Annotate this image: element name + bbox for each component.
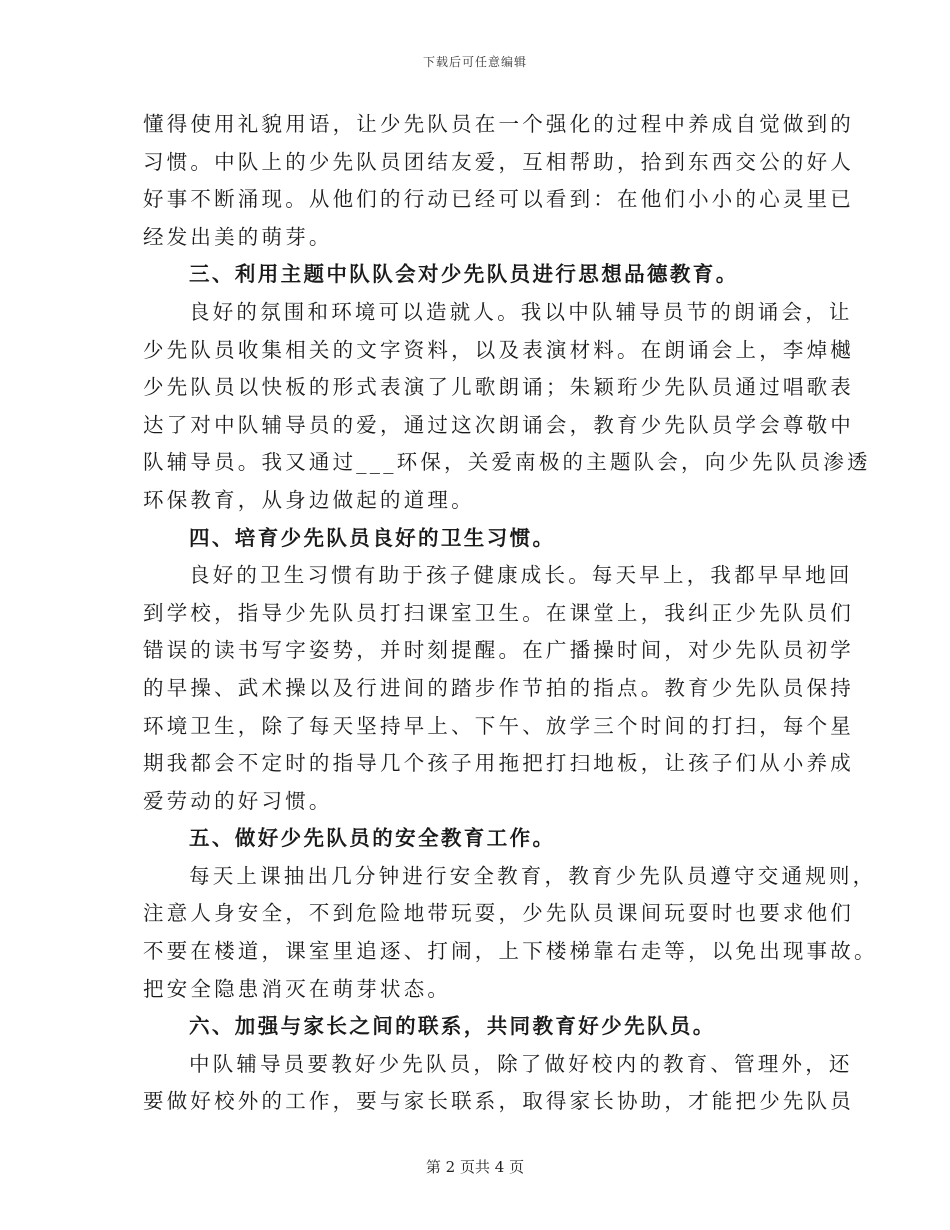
text-line: 好事不断涌现。从他们的行动已经可以看到：在他们小小的心灵里已 bbox=[143, 187, 854, 212]
text-line: 中队辅导员要教好少先队员，除了做好校内的教育、管理外，还 bbox=[189, 1051, 853, 1076]
text-line: 达了对中队辅导员的爱，通过这次朗诵会，教育少先队员学会尊敬中 bbox=[143, 412, 854, 437]
text-line: 良好的卫生习惯有助于孩子健康成长。每天早上，我都早早地回 bbox=[189, 563, 853, 588]
page-footer: 第 2 页共 4 页 bbox=[425, 1158, 525, 1176]
section-heading: 六、加强与家长之间的联系，共同教育好少先队员。 bbox=[189, 1014, 716, 1039]
text-line: 队辅导员。我又通过___环保，关爱南极的主题队会，向少先队员渗透 bbox=[143, 450, 871, 475]
text-line: 经发出美的萌芽。 bbox=[143, 224, 333, 249]
text-line: 到学校，指导少先队员打扫课室卫生。在课堂上，我纠正少先队员们 bbox=[143, 600, 854, 625]
text-line: 每天上课抽出几分钟进行安全教育，教育少先队员遵守交通规则， bbox=[189, 863, 877, 888]
section-heading: 三、利用主题中队队会对少先队员进行思想品德教育。 bbox=[189, 262, 739, 287]
text-line: 把安全隐患消灭在萌芽状态。 bbox=[143, 976, 452, 1001]
text-line: 良好的氛围和环境可以造就人。我以中队辅导员节的朗诵会，让 bbox=[189, 299, 853, 324]
text-line: 爱劳动的好习惯。 bbox=[143, 788, 333, 813]
text-line: 的早操、武术操以及行进间的踏步作节拍的指点。教育少先队员保持 bbox=[143, 675, 854, 700]
section-heading: 四、培育少先队员良好的卫生习惯。 bbox=[189, 525, 556, 550]
text-line: 期我都会不定时的指导几个孩子用拖把打扫地板，让孩子们从小养成 bbox=[143, 751, 854, 776]
text-line: 注意人身安全，不到危险地带玩耍，少先队员课间玩耍时也要求他们 bbox=[143, 901, 854, 926]
text-line: 环境卫生，除了每天坚持早上、下午、放学三个时间的打扫，每个星 bbox=[143, 713, 854, 738]
text-line: 少先队员收集相关的文字资料，以及表演材料。在朗诵会上，李焯樾 bbox=[143, 337, 854, 362]
text-line: 环保教育，从身边做起的道理。 bbox=[143, 487, 475, 512]
text-line: 不要在楼道，课室里追逐、打闹，上下楼梯靠右走等，以免出现事故。 bbox=[143, 939, 878, 964]
text-line: 要做好校外的工作，要与家长联系，取得家长协助，才能把少先队员 bbox=[143, 1089, 854, 1114]
text-line: 习惯。中队上的少先队员团结友爱，互相帮助，拾到东西交公的好人 bbox=[143, 149, 854, 174]
document-body bbox=[143, 106, 878, 1121]
section-heading: 五、做好少先队员的安全教育工作。 bbox=[189, 826, 556, 851]
text-line: 懂得使用礼貌用语，让少先队员在一个强化的过程中养成自觉做到的 bbox=[143, 112, 854, 136]
text-line: 错误的读书写字姿势，并时刻提醒。在广播操时间，对少先队员初学 bbox=[143, 638, 854, 663]
page-header: 下载后可任意编辑 bbox=[422, 55, 527, 69]
text-line: 少先队员以快板的形式表演了儿歌朗诵；朱颖珩少先队员通过唱歌表 bbox=[143, 375, 854, 400]
